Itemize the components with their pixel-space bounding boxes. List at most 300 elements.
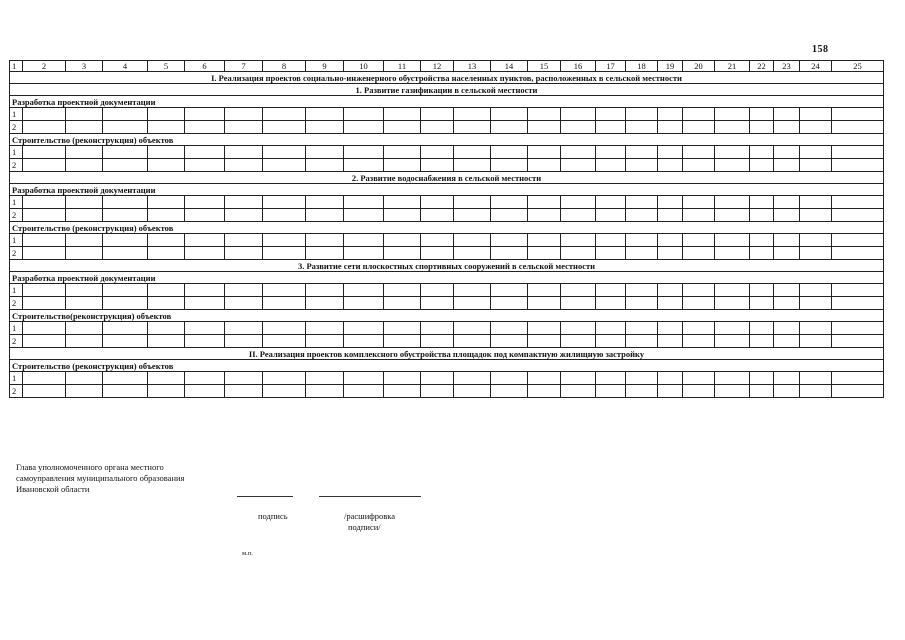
table-cell[interactable] bbox=[103, 247, 148, 260]
table-cell[interactable] bbox=[421, 385, 454, 398]
table-cell[interactable] bbox=[66, 234, 103, 247]
table-cell[interactable] bbox=[683, 297, 715, 310]
table-cell[interactable] bbox=[454, 385, 491, 398]
table-cell[interactable] bbox=[23, 196, 66, 209]
table-cell[interactable] bbox=[66, 121, 103, 134]
table-cell[interactable] bbox=[421, 372, 454, 385]
table-cell[interactable] bbox=[491, 196, 528, 209]
table-cell[interactable] bbox=[306, 234, 344, 247]
table-cell[interactable] bbox=[103, 121, 148, 134]
table-cell[interactable] bbox=[561, 284, 596, 297]
table-cell[interactable] bbox=[491, 247, 528, 260]
table-cell[interactable] bbox=[306, 247, 344, 260]
table-cell[interactable] bbox=[344, 121, 384, 134]
table-cell[interactable] bbox=[344, 372, 384, 385]
table-cell[interactable] bbox=[683, 322, 715, 335]
table-cell[interactable] bbox=[528, 209, 561, 222]
table-cell[interactable] bbox=[306, 297, 344, 310]
table-cell[interactable] bbox=[185, 196, 225, 209]
table-cell[interactable] bbox=[344, 196, 384, 209]
table-cell[interactable] bbox=[306, 121, 344, 134]
table-cell[interactable] bbox=[23, 322, 66, 335]
table-cell[interactable] bbox=[491, 146, 528, 159]
table-cell[interactable] bbox=[421, 108, 454, 121]
table-cell[interactable] bbox=[596, 297, 626, 310]
table-cell[interactable] bbox=[384, 234, 421, 247]
table-cell[interactable] bbox=[561, 108, 596, 121]
table-cell[interactable] bbox=[454, 372, 491, 385]
table-cell[interactable] bbox=[800, 159, 832, 172]
table-cell[interactable] bbox=[103, 234, 148, 247]
table-cell[interactable] bbox=[225, 297, 263, 310]
table-cell[interactable] bbox=[658, 322, 683, 335]
table-cell[interactable] bbox=[384, 372, 421, 385]
table-cell[interactable] bbox=[66, 284, 103, 297]
table-cell[interactable] bbox=[225, 196, 263, 209]
table-cell[interactable] bbox=[750, 322, 774, 335]
table-cell[interactable] bbox=[384, 335, 421, 348]
table-cell[interactable] bbox=[561, 234, 596, 247]
table-cell[interactable] bbox=[561, 196, 596, 209]
table-cell[interactable] bbox=[384, 322, 421, 335]
table-cell[interactable] bbox=[750, 159, 774, 172]
table-cell[interactable] bbox=[384, 121, 421, 134]
table-cell[interactable] bbox=[23, 146, 66, 159]
table-cell[interactable] bbox=[774, 385, 800, 398]
table-cell[interactable] bbox=[344, 335, 384, 348]
table-cell[interactable] bbox=[454, 322, 491, 335]
table-cell[interactable] bbox=[421, 196, 454, 209]
table-cell[interactable] bbox=[421, 297, 454, 310]
table-cell[interactable] bbox=[306, 335, 344, 348]
table-cell[interactable] bbox=[800, 209, 832, 222]
table-cell[interactable] bbox=[683, 234, 715, 247]
table-cell[interactable] bbox=[148, 284, 185, 297]
table-cell[interactable] bbox=[800, 335, 832, 348]
table-cell[interactable] bbox=[148, 372, 185, 385]
table-cell[interactable] bbox=[658, 372, 683, 385]
table-cell[interactable] bbox=[774, 284, 800, 297]
table-cell[interactable] bbox=[454, 284, 491, 297]
table-cell[interactable] bbox=[103, 159, 148, 172]
table-cell[interactable] bbox=[626, 159, 658, 172]
table-cell[interactable] bbox=[185, 209, 225, 222]
table-cell[interactable] bbox=[658, 159, 683, 172]
table-cell[interactable] bbox=[491, 322, 528, 335]
table-cell[interactable] bbox=[454, 146, 491, 159]
table-cell[interactable] bbox=[454, 247, 491, 260]
table-cell[interactable] bbox=[491, 159, 528, 172]
table-cell[interactable] bbox=[103, 385, 148, 398]
table-cell[interactable] bbox=[528, 234, 561, 247]
table-cell[interactable] bbox=[715, 209, 750, 222]
table-cell[interactable] bbox=[225, 372, 263, 385]
table-cell[interactable] bbox=[774, 297, 800, 310]
table-cell[interactable] bbox=[800, 196, 832, 209]
table-cell[interactable] bbox=[626, 247, 658, 260]
table-cell[interactable] bbox=[658, 284, 683, 297]
table-cell[interactable] bbox=[561, 146, 596, 159]
table-cell[interactable] bbox=[750, 146, 774, 159]
table-cell[interactable] bbox=[658, 196, 683, 209]
table-cell[interactable] bbox=[626, 108, 658, 121]
table-cell[interactable] bbox=[528, 108, 561, 121]
table-cell[interactable] bbox=[683, 372, 715, 385]
table-cell[interactable] bbox=[658, 297, 683, 310]
table-cell[interactable] bbox=[23, 121, 66, 134]
table-cell[interactable] bbox=[421, 146, 454, 159]
table-cell[interactable] bbox=[148, 385, 185, 398]
table-cell[interactable] bbox=[103, 146, 148, 159]
table-cell[interactable] bbox=[683, 146, 715, 159]
table-cell[interactable] bbox=[596, 159, 626, 172]
table-cell[interactable] bbox=[774, 234, 800, 247]
table-cell[interactable] bbox=[491, 335, 528, 348]
table-cell[interactable] bbox=[715, 372, 750, 385]
table-cell[interactable] bbox=[596, 385, 626, 398]
table-cell[interactable] bbox=[384, 159, 421, 172]
table-cell[interactable] bbox=[384, 297, 421, 310]
table-cell[interactable] bbox=[263, 209, 306, 222]
table-cell[interactable] bbox=[626, 196, 658, 209]
table-cell[interactable] bbox=[148, 121, 185, 134]
table-cell[interactable] bbox=[750, 196, 774, 209]
table-cell[interactable] bbox=[528, 372, 561, 385]
table-cell[interactable] bbox=[715, 322, 750, 335]
table-cell[interactable] bbox=[658, 335, 683, 348]
table-cell[interactable] bbox=[103, 372, 148, 385]
table-cell[interactable] bbox=[185, 121, 225, 134]
table-cell[interactable] bbox=[344, 234, 384, 247]
table-cell[interactable] bbox=[774, 196, 800, 209]
table-cell[interactable] bbox=[491, 385, 528, 398]
table-cell[interactable] bbox=[626, 209, 658, 222]
table-cell[interactable] bbox=[384, 108, 421, 121]
table-cell[interactable] bbox=[715, 146, 750, 159]
table-cell[interactable] bbox=[66, 322, 103, 335]
table-cell[interactable] bbox=[561, 385, 596, 398]
table-cell[interactable] bbox=[66, 159, 103, 172]
table-cell[interactable] bbox=[561, 372, 596, 385]
table-cell[interactable] bbox=[66, 335, 103, 348]
table-cell[interactable] bbox=[683, 121, 715, 134]
table-cell[interactable] bbox=[750, 234, 774, 247]
table-cell[interactable] bbox=[528, 247, 561, 260]
table-cell[interactable] bbox=[185, 372, 225, 385]
table-cell[interactable] bbox=[658, 121, 683, 134]
table-cell[interactable] bbox=[66, 108, 103, 121]
table-cell[interactable] bbox=[626, 146, 658, 159]
table-cell[interactable] bbox=[225, 247, 263, 260]
table-cell[interactable] bbox=[561, 322, 596, 335]
table-cell[interactable] bbox=[561, 297, 596, 310]
table-cell[interactable] bbox=[306, 385, 344, 398]
table-cell[interactable] bbox=[658, 209, 683, 222]
table-cell[interactable] bbox=[263, 322, 306, 335]
table-cell[interactable] bbox=[561, 247, 596, 260]
table-cell[interactable] bbox=[800, 372, 832, 385]
table-cell[interactable] bbox=[103, 335, 148, 348]
table-cell[interactable] bbox=[384, 284, 421, 297]
table-cell[interactable] bbox=[23, 247, 66, 260]
table-cell[interactable] bbox=[715, 297, 750, 310]
table-cell[interactable] bbox=[185, 385, 225, 398]
table-cell[interactable] bbox=[103, 209, 148, 222]
table-cell[interactable] bbox=[832, 146, 884, 159]
table-cell[interactable] bbox=[800, 108, 832, 121]
table-cell[interactable] bbox=[344, 385, 384, 398]
table-cell[interactable] bbox=[454, 196, 491, 209]
table-cell[interactable] bbox=[596, 234, 626, 247]
table-cell[interactable] bbox=[103, 196, 148, 209]
table-cell[interactable] bbox=[596, 322, 626, 335]
table-cell[interactable] bbox=[596, 108, 626, 121]
table-cell[interactable] bbox=[344, 297, 384, 310]
table-cell[interactable] bbox=[658, 247, 683, 260]
table-cell[interactable] bbox=[800, 234, 832, 247]
table-cell[interactable] bbox=[306, 372, 344, 385]
table-cell[interactable] bbox=[774, 209, 800, 222]
table-cell[interactable] bbox=[263, 284, 306, 297]
table-cell[interactable] bbox=[23, 372, 66, 385]
table-cell[interactable] bbox=[344, 159, 384, 172]
table-cell[interactable] bbox=[148, 209, 185, 222]
table-cell[interactable] bbox=[23, 108, 66, 121]
table-cell[interactable] bbox=[683, 159, 715, 172]
table-cell[interactable] bbox=[421, 322, 454, 335]
table-cell[interactable] bbox=[832, 335, 884, 348]
table-cell[interactable] bbox=[626, 284, 658, 297]
table-cell[interactable] bbox=[225, 159, 263, 172]
table-cell[interactable] bbox=[528, 284, 561, 297]
table-cell[interactable] bbox=[148, 247, 185, 260]
table-cell[interactable] bbox=[225, 209, 263, 222]
table-cell[interactable] bbox=[800, 385, 832, 398]
table-cell[interactable] bbox=[344, 247, 384, 260]
table-cell[interactable] bbox=[596, 196, 626, 209]
table-cell[interactable] bbox=[344, 146, 384, 159]
table-cell[interactable] bbox=[715, 335, 750, 348]
table-cell[interactable] bbox=[344, 284, 384, 297]
table-cell[interactable] bbox=[750, 335, 774, 348]
table-cell[interactable] bbox=[715, 234, 750, 247]
table-cell[interactable] bbox=[832, 108, 884, 121]
table-cell[interactable] bbox=[491, 108, 528, 121]
table-cell[interactable] bbox=[750, 372, 774, 385]
table-cell[interactable] bbox=[750, 247, 774, 260]
table-cell[interactable] bbox=[774, 121, 800, 134]
table-cell[interactable] bbox=[185, 108, 225, 121]
table-cell[interactable] bbox=[626, 234, 658, 247]
table-cell[interactable] bbox=[491, 234, 528, 247]
table-cell[interactable] bbox=[491, 297, 528, 310]
table-cell[interactable] bbox=[148, 159, 185, 172]
table-cell[interactable] bbox=[421, 121, 454, 134]
table-cell[interactable] bbox=[225, 385, 263, 398]
table-cell[interactable] bbox=[832, 121, 884, 134]
table-cell[interactable] bbox=[683, 196, 715, 209]
table-cell[interactable] bbox=[596, 335, 626, 348]
table-cell[interactable] bbox=[715, 385, 750, 398]
table-cell[interactable] bbox=[626, 372, 658, 385]
table-cell[interactable] bbox=[263, 196, 306, 209]
table-cell[interactable] bbox=[384, 247, 421, 260]
table-cell[interactable] bbox=[454, 297, 491, 310]
table-cell[interactable] bbox=[750, 284, 774, 297]
table-cell[interactable] bbox=[832, 247, 884, 260]
table-cell[interactable] bbox=[306, 284, 344, 297]
table-cell[interactable] bbox=[750, 297, 774, 310]
table-cell[interactable] bbox=[23, 284, 66, 297]
table-cell[interactable] bbox=[491, 209, 528, 222]
table-cell[interactable] bbox=[658, 146, 683, 159]
table-cell[interactable] bbox=[23, 234, 66, 247]
table-cell[interactable] bbox=[66, 196, 103, 209]
table-cell[interactable] bbox=[384, 209, 421, 222]
table-cell[interactable] bbox=[306, 159, 344, 172]
table-cell[interactable] bbox=[148, 108, 185, 121]
table-cell[interactable] bbox=[103, 108, 148, 121]
table-cell[interactable] bbox=[596, 372, 626, 385]
table-cell[interactable] bbox=[596, 121, 626, 134]
table-cell[interactable] bbox=[306, 322, 344, 335]
table-cell[interactable] bbox=[715, 108, 750, 121]
table-cell[interactable] bbox=[384, 385, 421, 398]
table-cell[interactable] bbox=[421, 234, 454, 247]
table-cell[interactable] bbox=[148, 234, 185, 247]
table-cell[interactable] bbox=[800, 247, 832, 260]
table-cell[interactable] bbox=[148, 146, 185, 159]
table-cell[interactable] bbox=[263, 146, 306, 159]
table-cell[interactable] bbox=[491, 121, 528, 134]
table-cell[interactable] bbox=[263, 121, 306, 134]
table-cell[interactable] bbox=[774, 322, 800, 335]
table-cell[interactable] bbox=[658, 385, 683, 398]
table-cell[interactable] bbox=[148, 297, 185, 310]
table-cell[interactable] bbox=[774, 146, 800, 159]
table-cell[interactable] bbox=[832, 372, 884, 385]
table-cell[interactable] bbox=[774, 159, 800, 172]
table-cell[interactable] bbox=[683, 247, 715, 260]
table-cell[interactable] bbox=[774, 335, 800, 348]
table-cell[interactable] bbox=[148, 335, 185, 348]
table-cell[interactable] bbox=[263, 234, 306, 247]
table-cell[interactable] bbox=[454, 234, 491, 247]
table-cell[interactable] bbox=[626, 335, 658, 348]
table-cell[interactable] bbox=[454, 209, 491, 222]
table-cell[interactable] bbox=[103, 284, 148, 297]
table-cell[interactable] bbox=[561, 335, 596, 348]
table-cell[interactable] bbox=[384, 196, 421, 209]
table-cell[interactable] bbox=[421, 247, 454, 260]
table-cell[interactable] bbox=[66, 297, 103, 310]
table-cell[interactable] bbox=[263, 159, 306, 172]
table-cell[interactable] bbox=[832, 234, 884, 247]
table-cell[interactable] bbox=[774, 247, 800, 260]
table-cell[interactable] bbox=[103, 297, 148, 310]
table-cell[interactable] bbox=[750, 121, 774, 134]
table-cell[interactable] bbox=[715, 121, 750, 134]
table-cell[interactable] bbox=[344, 209, 384, 222]
table-cell[interactable] bbox=[23, 209, 66, 222]
table-cell[interactable] bbox=[596, 146, 626, 159]
table-cell[interactable] bbox=[561, 209, 596, 222]
table-cell[interactable] bbox=[454, 108, 491, 121]
table-cell[interactable] bbox=[454, 335, 491, 348]
table-cell[interactable] bbox=[263, 108, 306, 121]
table-cell[interactable] bbox=[306, 196, 344, 209]
table-cell[interactable] bbox=[561, 159, 596, 172]
table-cell[interactable] bbox=[832, 297, 884, 310]
table-cell[interactable] bbox=[626, 121, 658, 134]
table-cell[interactable] bbox=[626, 385, 658, 398]
table-cell[interactable] bbox=[421, 159, 454, 172]
table-cell[interactable] bbox=[23, 159, 66, 172]
table-cell[interactable] bbox=[454, 159, 491, 172]
table-cell[interactable] bbox=[454, 121, 491, 134]
table-cell[interactable] bbox=[683, 284, 715, 297]
table-cell[interactable] bbox=[658, 108, 683, 121]
table-cell[interactable] bbox=[263, 372, 306, 385]
table-cell[interactable] bbox=[596, 247, 626, 260]
table-cell[interactable] bbox=[185, 247, 225, 260]
table-cell[interactable] bbox=[23, 385, 66, 398]
table-cell[interactable] bbox=[715, 159, 750, 172]
table-cell[interactable] bbox=[832, 209, 884, 222]
table-cell[interactable] bbox=[421, 284, 454, 297]
table-cell[interactable] bbox=[185, 335, 225, 348]
table-cell[interactable] bbox=[225, 121, 263, 134]
table-cell[interactable] bbox=[66, 247, 103, 260]
table-cell[interactable] bbox=[263, 247, 306, 260]
table-cell[interactable] bbox=[66, 385, 103, 398]
table-cell[interactable] bbox=[528, 196, 561, 209]
table-cell[interactable] bbox=[148, 196, 185, 209]
table-cell[interactable] bbox=[306, 108, 344, 121]
table-cell[interactable] bbox=[832, 385, 884, 398]
table-cell[interactable] bbox=[750, 108, 774, 121]
table-cell[interactable] bbox=[715, 247, 750, 260]
table-cell[interactable] bbox=[832, 196, 884, 209]
table-cell[interactable] bbox=[683, 385, 715, 398]
table-cell[interactable] bbox=[225, 322, 263, 335]
table-cell[interactable] bbox=[185, 284, 225, 297]
table-cell[interactable] bbox=[715, 284, 750, 297]
table-cell[interactable] bbox=[66, 372, 103, 385]
table-cell[interactable] bbox=[832, 284, 884, 297]
table-cell[interactable] bbox=[421, 209, 454, 222]
table-cell[interactable] bbox=[800, 146, 832, 159]
table-cell[interactable] bbox=[306, 209, 344, 222]
table-cell[interactable] bbox=[225, 108, 263, 121]
table-cell[interactable] bbox=[103, 322, 148, 335]
table-cell[interactable] bbox=[23, 297, 66, 310]
table-cell[interactable] bbox=[832, 159, 884, 172]
table-cell[interactable] bbox=[263, 335, 306, 348]
table-cell[interactable] bbox=[626, 322, 658, 335]
table-cell[interactable] bbox=[528, 385, 561, 398]
table-cell[interactable] bbox=[185, 159, 225, 172]
table-cell[interactable] bbox=[225, 146, 263, 159]
table-cell[interactable] bbox=[528, 297, 561, 310]
table-cell[interactable] bbox=[683, 108, 715, 121]
table-cell[interactable] bbox=[683, 335, 715, 348]
table-cell[interactable] bbox=[263, 297, 306, 310]
table-cell[interactable] bbox=[832, 322, 884, 335]
table-cell[interactable] bbox=[491, 372, 528, 385]
table-cell[interactable] bbox=[528, 335, 561, 348]
table-cell[interactable] bbox=[263, 385, 306, 398]
